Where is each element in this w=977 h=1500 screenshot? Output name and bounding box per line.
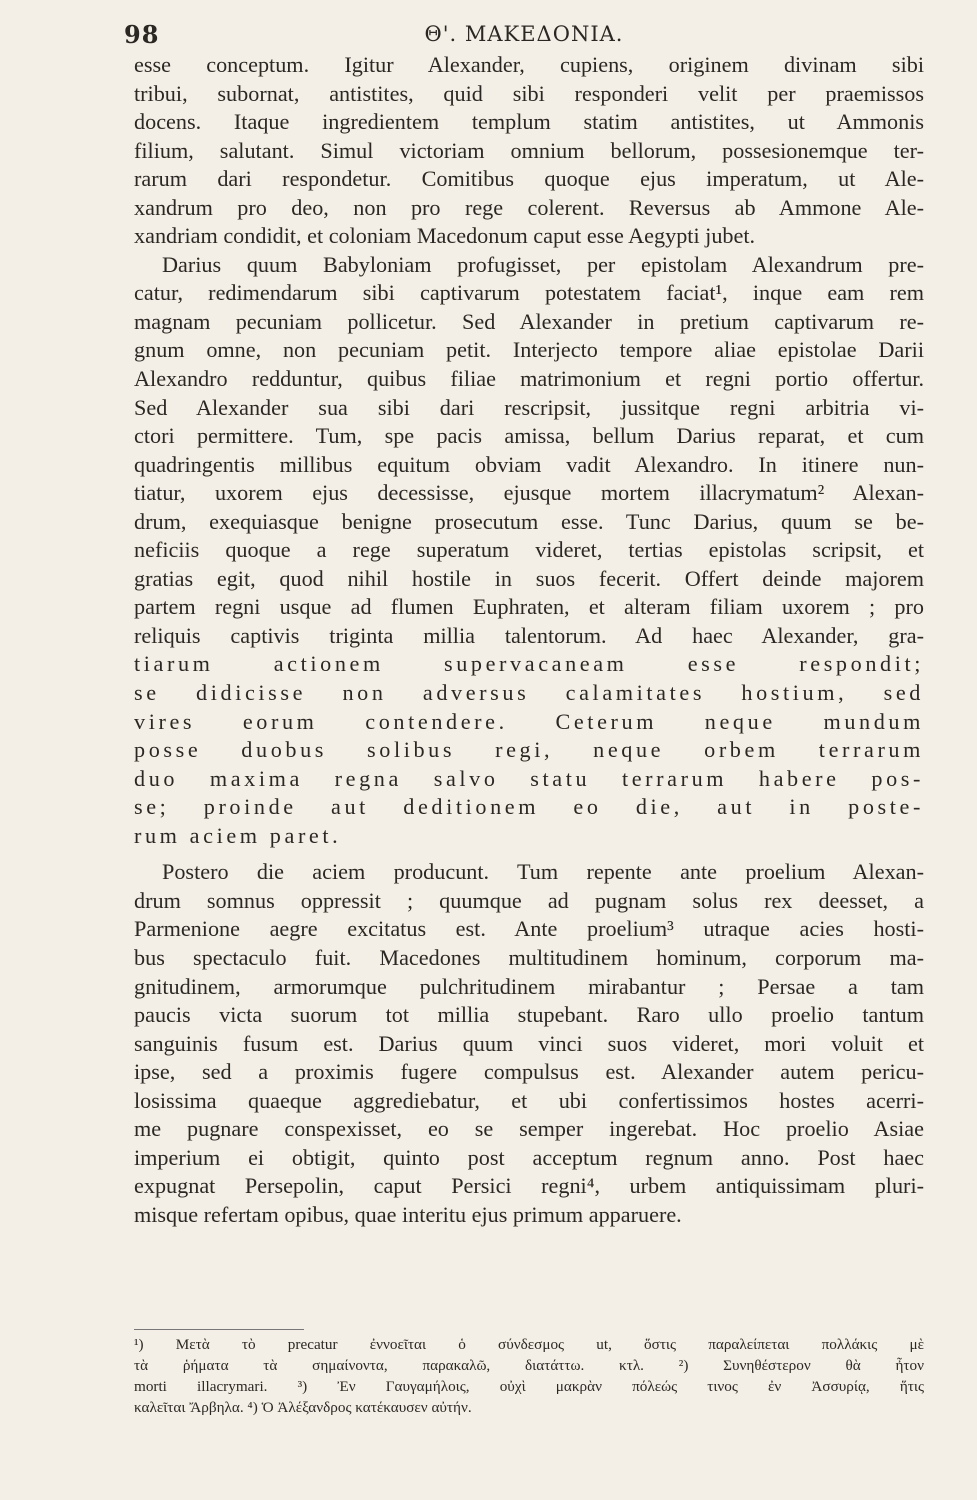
text-line: Postero die aciem producunt. Tum repente ante proelium Alexan- (162, 859, 924, 885)
text-line: reliquis captivis triginta millia talentorum. Ad haec Alexander, gra- (134, 622, 924, 648)
spaced-text-line: se; proinde aut deditionem eo die, aut in poste- (134, 794, 924, 820)
spaced-text-line: se didicisse non adversus calamitates hostium, sed (134, 680, 924, 706)
paragraph-gap (134, 850, 924, 858)
footnote-divider (134, 1329, 304, 1330)
footnote-line: ¹) Μετὰ τὸ precatur ἐννοεῖται ὁ σύνδεσμος ut, ὅστις παραλείπεται πολλάκις μὲ (134, 1336, 924, 1353)
text-line: filium, salutant. Simul victoriam omnium bellorum, possesionemque ter- (134, 137, 924, 163)
text-line: esse conceptum. Igitur Alexander, cupiens, originem divinam sibi (134, 52, 924, 77)
text-line: magnam pecuniam pollicetur. Sed Alexander in pretium captivarum re- (134, 308, 924, 334)
text-line: drum, exequiasque benigne prosecutum esse. Tunc Darius, quum se be- (134, 508, 924, 534)
text-line: gnitudinem, armorumque pulchritudinem mirabantur ; Persae a tam (134, 973, 924, 999)
text-line: Parmenione aegre excitatus est. Ante proelium³ utraque acies hosti- (134, 916, 924, 942)
text-line: expugnat Persepolin, caput Persici regni⁴, urbem antiquissimam pluri- (134, 1173, 924, 1199)
text-line: tiatur, uxorem ejus decessisse, ejusque mortem illacrymatum² Alexan- (134, 480, 924, 506)
spaced-text-line: vires eorum contendere. Ceterum neque mundum (134, 708, 924, 734)
text-line: xandrum pro deo, non pro rege colerent. Reversus ab Ammone Ale- (134, 194, 924, 220)
text-line: me pugnare conspexisset, eo se semper ingerebat. Hoc proelio Asiae (134, 1116, 924, 1142)
footnotes (134, 1334, 924, 1418)
text-line: Sed Alexander sua sibi dari rescripsit, jussitque regni arbitria vi- (134, 394, 924, 420)
footnote-line: τὰ ῥήματα τὰ σημαίνοντα, παρακαλῶ, διατάττω. κτλ. ²) Συνηθέστερον θὰ ἦτον (134, 1357, 924, 1374)
text-line: Alexandro redduntur, quibus filiae matrimonium et regni portio offertur. (134, 366, 924, 392)
text-line: imperium ei obtigit, quinto post acceptum regnum anno. Post haec (134, 1144, 924, 1170)
text-line: ctori permittere. Tum, spe pacis amissa, bellum Darius reparat, et cum (134, 423, 924, 449)
text-line: gratias egit, quod nihil hostile in suos fecerit. Offert deinde majorem (134, 565, 924, 591)
spaced-text-line: tiarum actionem supervacaneam esse respondit; (134, 651, 924, 677)
text-line: drum somnus oppressit ; quumque ad pugnam solus rex deesset, a (134, 887, 924, 913)
text-line: losissima quaeque aggrediebatur, et ubi confertissimos hostes acerri- (134, 1087, 924, 1113)
text-line: catur, redimendarum sibi captivarum potestatem faciat¹, inque eam rem (134, 280, 924, 306)
footnote-line: καλεῖται Ἄρβηλα. ⁴) Ὁ Ἀλέξανδρος κατέκαυσεν αὐτήν. (134, 1399, 472, 1416)
text-line: Darius quum Babyloniam profugisset, per epistolam Alexandrum pre- (162, 251, 924, 277)
text-line: paucis victa suorum tot millia stupebant. Raro ullo proelio tantum (134, 1002, 924, 1028)
text-line: partem regni usque ad flumen Euphraten, et alteram filiam uxorem ; pro (134, 594, 924, 620)
text-line: docens. Itaque ingredientem templum statim antistites, ut Ammonis (134, 109, 924, 135)
text-line: bus spectaculo fuit. Macedones multitudinem hominum, corporum ma- (134, 944, 924, 970)
text-line: sanguinis fusum est. Darius quum vinci suos videret, mori voluit et (134, 1030, 924, 1056)
text-line: xandriam condidit, et coloniam Macedonum caput esse Aegypti jubet. (134, 223, 756, 249)
page-number: 98 (124, 20, 160, 49)
spaced-text-line: posse duobus solibus regi, neque orbem terrarum (134, 737, 924, 763)
footnote-line: morti illacrymari. ³) Ἐν Γαυγαμήλοις, οὐχὶ μακρὰν πόλεώς τινος ἐν Ἀσσυρίᾳ, ἥτις (134, 1378, 924, 1395)
text-line: quadringentis millibus equitum obviam vadit Alexandro. In itinere nun- (134, 451, 924, 477)
text-line: gnum omne, non pecuniam petit. Interjecto tempore aliae epistolae Darii (134, 337, 924, 363)
text-line: misque refertam opibus, quae interitu ejus primum apparuere. (134, 1201, 682, 1227)
running-title: Θ'. ΜΑΚΕΔΟΝΙΑ. (424, 22, 624, 46)
text-line: ipse, sed a proximis fugere compulsus est. Alexander autem pericu- (134, 1059, 924, 1085)
text-line: rarum dari respondetur. Comitibus quoque ejus imperatum, ut Ale- (134, 166, 924, 192)
spaced-text-line: rum aciem paret. (134, 822, 342, 848)
spaced-text-line: duo maxima regna salvo statu terrarum habere pos- (134, 765, 924, 791)
main-text (134, 51, 924, 1229)
page-header (124, 16, 924, 52)
text-line: neficiis quoque a rege superatum videret, tertias epistolas scripsit, et (134, 537, 924, 563)
text-line: tribui, subornat, antistites, quid sibi responderi velit per praemissos (134, 80, 924, 106)
